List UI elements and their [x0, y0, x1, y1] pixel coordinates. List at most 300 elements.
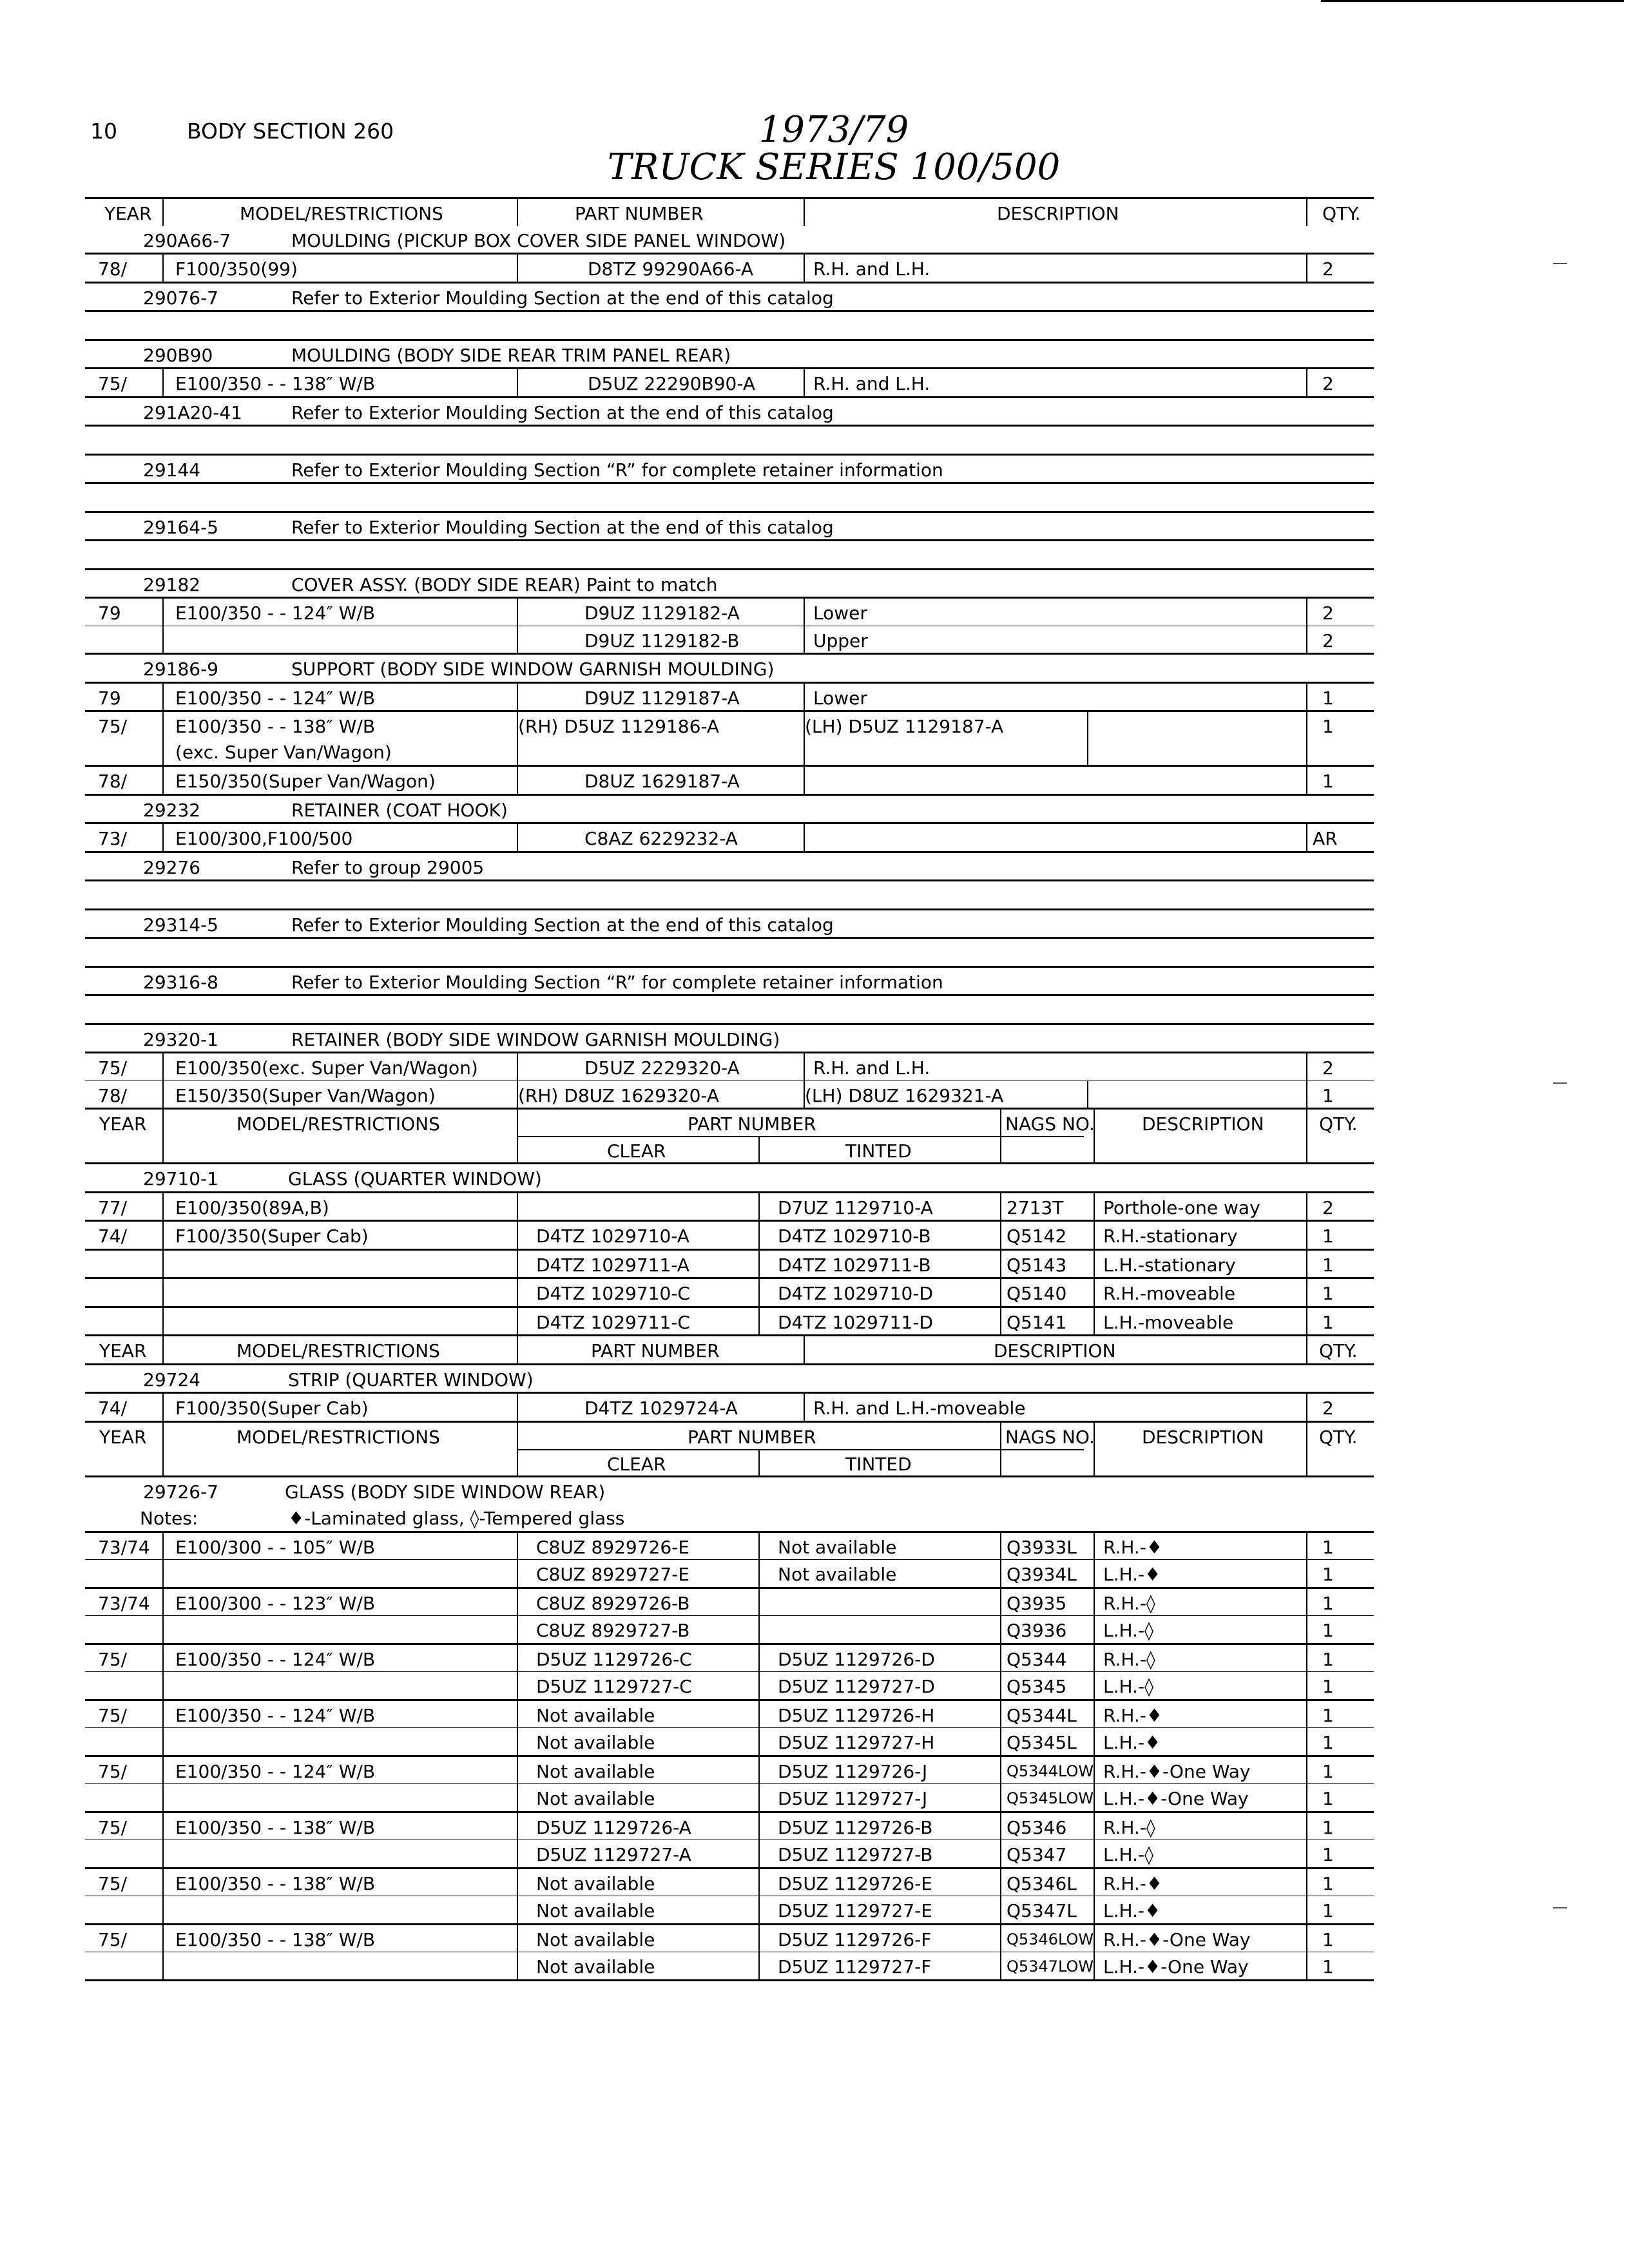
- group-code: 290B90: [143, 344, 213, 366]
- glass-body-side-rows: [85, 1531, 1374, 1979]
- year-cell: 75/: [98, 1648, 128, 1670]
- nags-cell: Q5347L: [1007, 1900, 1077, 1921]
- part-cell: D5UZ 2229320-A: [584, 1057, 740, 1079]
- nags-cell: Q5140: [1007, 1283, 1067, 1304]
- group-code: 29724: [143, 1369, 201, 1390]
- clear-part-cell: D5UZ 1129727-C: [536, 1676, 692, 1697]
- qty-cell: 1: [1322, 1816, 1334, 1838]
- table-row: [85, 1587, 1374, 1616]
- year-cell: 75/: [98, 1816, 128, 1838]
- part-cell: C8AZ 6229232-A: [584, 828, 738, 849]
- group-code: 290A66-7: [143, 229, 231, 251]
- desc-cell: R.H.-♦: [1103, 1536, 1163, 1558]
- table-row: [85, 1840, 1374, 1867]
- clear-part-cell: Not available: [536, 1900, 655, 1921]
- column-header-row: [85, 1334, 1374, 1363]
- clear-part-cell: C8UZ 8929727-B: [536, 1620, 690, 1641]
- group-header: [85, 511, 1374, 540]
- desc-cell: R.H. and L.H.: [813, 258, 930, 280]
- nags-cell: Q5143: [1007, 1254, 1067, 1276]
- group-header: [85, 454, 1374, 483]
- part-cell: D5UZ 22290B90-A: [588, 373, 756, 394]
- group-code: 29144: [143, 459, 201, 481]
- group-header: [85, 851, 1374, 880]
- table-bottom-rule: [85, 1979, 1374, 1981]
- table-row: [85, 1896, 1374, 1923]
- group-header: [85, 339, 1374, 368]
- col-desc: DESCRIPTION: [997, 203, 1119, 224]
- group-title: Refer to Exterior Moulding Section “R” for complete retainer information: [291, 971, 943, 993]
- qty-cell: 1: [1322, 1620, 1334, 1641]
- table-row: [85, 710, 1374, 765]
- group-code: 29182: [143, 573, 201, 595]
- table-row: [85, 1220, 1374, 1249]
- group-header: [85, 653, 1374, 682]
- col-year: YEAR: [99, 1426, 147, 1448]
- spacer-row: [85, 310, 1374, 339]
- spacer-row: [85, 879, 1374, 908]
- col-model: MODEL/RESTRICTIONS: [236, 1340, 440, 1361]
- col-tinted: TINTED: [845, 1140, 912, 1162]
- notes-text: ♦-Laminated glass, ◊-Tempered glass: [288, 1508, 625, 1529]
- clear-part-cell: D4TZ 1029711-A: [536, 1254, 689, 1276]
- model-cell: E100/350 - - 138″ W/B: [175, 1928, 376, 1950]
- table-row: [85, 765, 1374, 794]
- nags-cell: Q3933L: [1007, 1536, 1077, 1558]
- year-cell: 79: [98, 602, 121, 624]
- nags-cell: Q5344: [1007, 1648, 1067, 1670]
- qty-cell: 2: [1322, 1057, 1334, 1079]
- group-title: Refer to Exterior Moulding Section at the end of this catalog: [291, 914, 834, 936]
- group-code: 29232: [143, 799, 201, 821]
- group-title: Refer to Exterior Moulding Section “R” for complete retainer information: [291, 459, 943, 481]
- group-code: 29314-5: [143, 914, 218, 936]
- tinted-part-cell: D5UZ 1129726-H: [778, 1704, 935, 1726]
- model-restriction-cell: (exc. Super Van/Wagon): [175, 742, 392, 763]
- table-row: [85, 1699, 1374, 1728]
- col-year: YEAR: [99, 1113, 147, 1135]
- desc-cell: R.H.-moveable: [1103, 1283, 1236, 1304]
- group-header: [85, 226, 1374, 253]
- desc-cell: R.H. and L.H.-moveable: [813, 1398, 1026, 1419]
- clear-part-cell: Not available: [536, 1760, 655, 1782]
- column-header-row: [85, 197, 1374, 226]
- table-row: [85, 822, 1374, 851]
- qty-cell: 1: [1322, 1760, 1334, 1782]
- model-cell: E100/350 - - 138″ W/B: [175, 1816, 376, 1838]
- desc-cell: R.H.-◊: [1103, 1816, 1155, 1838]
- qty-cell: 1: [1322, 1928, 1334, 1950]
- desc-cell: R.H.-stationary: [1103, 1225, 1238, 1247]
- group-title: COVER ASSY. (BODY SIDE REAR) Paint to match: [291, 573, 718, 595]
- desc-cell: L.H.-◊: [1103, 1844, 1153, 1865]
- group-header: [85, 794, 1374, 823]
- clear-part-cell: Not available: [536, 1788, 655, 1809]
- desc-cell: (LH) D8UZ 1629321-A: [805, 1084, 1004, 1106]
- clear-part-cell: D4TZ 1029711-C: [536, 1311, 690, 1333]
- title-series: TRUCK SERIES 100/500: [607, 146, 1061, 188]
- desc-cell: L.H.-♦-One Way: [1103, 1788, 1249, 1809]
- nags-cell: Q5345L: [1007, 1732, 1077, 1753]
- tinted-part-cell: D5UZ 1129726-F: [778, 1928, 932, 1950]
- col-desc: DESCRIPTION: [1142, 1113, 1264, 1135]
- table-row: [85, 1249, 1374, 1278]
- nags-cell: 2713T: [1007, 1196, 1064, 1218]
- model-cell: E100/350 - - 124″ W/B: [175, 1760, 376, 1782]
- year-cell: 75/: [98, 1057, 128, 1079]
- model-cell: F100/350(99): [175, 258, 298, 280]
- desc-cell: R.H.-♦-One Way: [1103, 1760, 1251, 1782]
- desc-cell: R.H.-♦: [1103, 1704, 1163, 1726]
- clear-part-cell: Not available: [536, 1956, 655, 1977]
- group-code: 29186-9: [143, 658, 218, 680]
- table-row: [85, 1867, 1374, 1896]
- group-code: 29164-5: [143, 516, 218, 538]
- col-tinted: TINTED: [845, 1453, 912, 1475]
- tinted-part-cell: D5UZ 1129726-B: [778, 1816, 933, 1838]
- year-cell: 75/: [98, 716, 128, 737]
- page-number: 10: [90, 119, 117, 144]
- group-title: Refer to Exterior Moulding Section at the end of this catalog: [291, 516, 834, 538]
- table-row: [85, 1306, 1374, 1335]
- col-clear: CLEAR: [607, 1453, 666, 1475]
- group-title: MOULDING (PICKUP BOX COVER SIDE PANEL WINDOW): [291, 229, 786, 251]
- col-nags: NAGS NO.: [1005, 1113, 1095, 1135]
- tinted-part-cell: Not available: [778, 1564, 897, 1585]
- col-part: PART NUMBER: [688, 1113, 816, 1135]
- notes-label: Notes:: [140, 1508, 198, 1529]
- nags-cell: Q5346: [1007, 1816, 1067, 1838]
- nags-cell: Q5345: [1007, 1676, 1067, 1697]
- spacer-row: [85, 425, 1374, 454]
- table-row: [85, 1559, 1374, 1587]
- col-qty: QTY.: [1319, 1426, 1358, 1448]
- qty-cell: AR: [1313, 828, 1338, 849]
- nags-cell: Q3934L: [1007, 1564, 1077, 1585]
- qty-cell: 1: [1322, 1084, 1334, 1106]
- table-row: [85, 626, 1374, 653]
- margin-mark: [1553, 1907, 1567, 1908]
- col-desc: DESCRIPTION: [1142, 1426, 1264, 1448]
- part-cell: D9UZ 1129187-A: [584, 687, 740, 709]
- qty-cell: 1: [1322, 771, 1334, 792]
- desc-cell: L.H.-moveable: [1103, 1311, 1234, 1333]
- desc-cell: Lower: [813, 687, 867, 709]
- group-header: [85, 396, 1374, 425]
- nags-cell: Q5347LOW: [1007, 1957, 1094, 1975]
- table-row: [85, 1811, 1374, 1840]
- desc-cell: (LH) D5UZ 1129187-A: [805, 716, 1004, 737]
- model-cell: E100/350 - - 138″ W/B: [175, 716, 376, 737]
- clear-part-cell: D5UZ 1129727-A: [536, 1844, 691, 1865]
- qty-cell: 2: [1322, 258, 1334, 280]
- clear-part-cell: Not available: [536, 1704, 655, 1726]
- qty-cell: 1: [1322, 687, 1334, 709]
- clear-part-cell: C8UZ 8929727-E: [536, 1564, 689, 1585]
- margin-mark: [1553, 263, 1567, 264]
- qty-cell: 1: [1322, 1732, 1334, 1753]
- spacer-row: [85, 482, 1374, 511]
- col-model: MODEL/RESTRICTIONS: [236, 1426, 440, 1448]
- part-cell: D9UZ 1129182-A: [584, 602, 740, 624]
- clear-part-cell: D5UZ 1129726-C: [536, 1648, 692, 1670]
- desc-cell: Lower: [813, 602, 867, 624]
- year-cell: 75/: [98, 1760, 128, 1782]
- year-cell: 75/: [98, 1928, 128, 1950]
- qty-cell: 1: [1322, 1704, 1334, 1726]
- qty-cell: 1: [1322, 1676, 1334, 1697]
- model-cell: F100/350(Super Cab): [175, 1225, 369, 1247]
- table-row: [85, 1923, 1374, 1952]
- group-code: 29320-1: [143, 1028, 218, 1050]
- qty-cell: 1: [1322, 1872, 1334, 1894]
- tinted-part-cell: D5UZ 1129727-H: [778, 1732, 935, 1753]
- nags-cell: Q5347: [1007, 1844, 1067, 1865]
- table-row: [85, 1531, 1374, 1560]
- year-cell: 75/: [98, 1704, 128, 1726]
- year-cell: 77/: [98, 1196, 128, 1218]
- part-cell: D8UZ 1629187-A: [584, 771, 740, 792]
- glass-column-header: [85, 1421, 1374, 1475]
- group-code: 29726-7: [143, 1481, 218, 1503]
- nags-cell: Q5142: [1007, 1225, 1067, 1247]
- group-title: STRIP (QUARTER WINDOW): [288, 1369, 534, 1390]
- model-cell: E100/350 - - 138″ W/B: [175, 373, 376, 394]
- group-header: [85, 908, 1374, 937]
- qty-cell: 1: [1322, 1225, 1334, 1247]
- part-cell: (RH) D8UZ 1629320-A: [518, 1084, 720, 1106]
- spacer-row: [85, 994, 1374, 1023]
- tinted-part-cell: D4TZ 1029710-D: [778, 1283, 933, 1304]
- tinted-part-cell: D5UZ 1129726-E: [778, 1872, 932, 1894]
- qty-cell: 1: [1322, 1311, 1334, 1333]
- nags-cell: Q5346L: [1007, 1872, 1077, 1894]
- nags-cell: Q5344L: [1007, 1704, 1077, 1726]
- qty-cell: 1: [1322, 1648, 1334, 1670]
- year-cell: 73/74: [98, 1536, 150, 1558]
- group-code: 29710-1: [143, 1168, 218, 1189]
- group-header: [85, 1363, 1374, 1392]
- group-code: 29076-7: [143, 287, 218, 309]
- group-header: [85, 1023, 1374, 1052]
- table-row: [85, 597, 1374, 626]
- model-cell: E100/350 - - 124″ W/B: [175, 602, 376, 624]
- tinted-part-cell: D5UZ 1129727-F: [778, 1956, 932, 1977]
- qty-cell: 2: [1322, 602, 1334, 624]
- qty-cell: 1: [1322, 1564, 1334, 1585]
- table-row: [85, 1727, 1374, 1755]
- year-cell: 74/: [98, 1398, 128, 1419]
- parts-table: [85, 197, 1374, 1981]
- col-model: MODEL/RESTRICTIONS: [240, 203, 443, 224]
- model-cell: E100/350 - - 124″ W/B: [175, 1704, 376, 1726]
- tinted-part-cell: D5UZ 1129727-B: [778, 1844, 933, 1865]
- model-cell: E100/350 - - 138″ W/B: [175, 1872, 376, 1894]
- nags-cell: Q5141: [1007, 1311, 1067, 1333]
- desc-cell: R.H. and L.H.: [813, 1057, 930, 1079]
- tinted-part-cell: Not available: [778, 1536, 897, 1558]
- nags-cell: Q5344LOW: [1007, 1762, 1094, 1780]
- qty-cell: 1: [1322, 1536, 1334, 1558]
- desc-cell: R.H.-◊: [1103, 1648, 1155, 1670]
- group-header: [85, 1475, 1374, 1504]
- desc-cell: L.H.-♦-One Way: [1103, 1956, 1249, 1977]
- part-cell: (RH) D5UZ 1129186-A: [518, 716, 720, 737]
- col-qty: QTY.: [1319, 1113, 1358, 1135]
- group-title: Refer to Exterior Moulding Section at the end of this catalog: [291, 287, 834, 309]
- table-row: [85, 1671, 1374, 1699]
- clear-part-cell: Not available: [536, 1928, 655, 1950]
- top-corner-rule: [1321, 0, 1624, 2]
- margin-mark: [1553, 1082, 1567, 1084]
- table-row: [85, 682, 1374, 711]
- desc-cell: R.H.-♦-One Way: [1103, 1928, 1251, 1950]
- section-name: BODY SECTION 260: [187, 119, 394, 144]
- tinted-part-cell: D5UZ 1129727-E: [778, 1900, 932, 1921]
- nags-cell: Q5346LOW: [1007, 1930, 1094, 1948]
- group-title: Refer to group 29005: [291, 856, 485, 878]
- qty-cell: 1: [1322, 1900, 1334, 1921]
- year-cell: 74/: [98, 1225, 128, 1247]
- notes-row: [85, 1504, 1374, 1531]
- model-cell: F100/350(Super Cab): [175, 1398, 369, 1419]
- group-title: MOULDING (BODY SIDE REAR TRIM PANEL REAR): [291, 344, 731, 366]
- qty-cell: 1: [1322, 1844, 1334, 1865]
- table-row: [85, 1392, 1374, 1421]
- qty-cell: 1: [1322, 1788, 1334, 1809]
- desc-cell: Porthole-one way: [1103, 1196, 1260, 1218]
- group-code: 291A20-41: [143, 401, 242, 423]
- model-cell: E100/350 - - 124″ W/B: [175, 687, 376, 709]
- tinted-part-cell: D5UZ 1129727-J: [778, 1788, 928, 1809]
- tinted-part-cell: D5UZ 1129726-J: [778, 1760, 928, 1782]
- group-title: RETAINER (BODY SIDE WINDOW GARNISH MOULDING): [291, 1028, 780, 1050]
- group-title: GLASS (QUARTER WINDOW): [288, 1168, 542, 1189]
- tinted-part-cell: D4TZ 1029711-D: [778, 1311, 933, 1333]
- clear-part-cell: Not available: [536, 1732, 655, 1753]
- group-header: [85, 282, 1374, 311]
- glass-quarter-window-rows: [85, 1191, 1374, 1335]
- model-cell: E100/300 - - 105″ W/B: [175, 1536, 376, 1558]
- clear-part-cell: D5UZ 1129726-A: [536, 1816, 691, 1838]
- spacer-row: [85, 539, 1374, 568]
- table-row: [85, 1277, 1374, 1306]
- tinted-part-cell: D5UZ 1129727-D: [778, 1676, 935, 1697]
- desc-cell: R.H.-◊: [1103, 1592, 1155, 1614]
- table-row: [85, 1081, 1374, 1108]
- col-desc: DESCRIPTION: [994, 1340, 1116, 1361]
- desc-cell: R.H.-♦: [1103, 1872, 1163, 1894]
- qty-cell: 2: [1322, 1196, 1334, 1218]
- qty-cell: 1: [1322, 1283, 1334, 1304]
- clear-part-cell: D4TZ 1029710-A: [536, 1225, 689, 1247]
- table-row: [85, 1615, 1374, 1643]
- year-cell: 78/: [98, 1084, 128, 1106]
- group-header: [85, 1162, 1374, 1191]
- col-clear: CLEAR: [607, 1140, 666, 1162]
- col-year: YEAR: [104, 203, 152, 224]
- model-cell: E100/350(exc. Super Van/Wagon): [175, 1057, 478, 1079]
- table-row: [85, 1952, 1374, 1979]
- qty-cell: 1: [1322, 1592, 1334, 1614]
- glass-column-header: [85, 1108, 1374, 1162]
- clear-part-cell: C8UZ 8929726-E: [536, 1536, 689, 1558]
- table-row: [85, 253, 1374, 282]
- model-cell: E150/350(Super Van/Wagon): [175, 771, 436, 792]
- table-row: [85, 1643, 1374, 1672]
- clear-part-cell: D4TZ 1029710-C: [536, 1283, 690, 1304]
- desc-cell: L.H.-◊: [1103, 1676, 1153, 1697]
- table-row: [85, 367, 1374, 396]
- tinted-part-cell: D4TZ 1029710-B: [778, 1225, 931, 1247]
- clear-part-cell: Not available: [536, 1872, 655, 1894]
- desc-cell: L.H.-♦: [1103, 1564, 1161, 1585]
- year-cell: 78/: [98, 258, 128, 280]
- col-nags: NAGS NO.: [1005, 1426, 1095, 1448]
- tinted-part-cell: D4TZ 1029711-B: [778, 1254, 931, 1276]
- group-title: Refer to Exterior Moulding Section at the end of this catalog: [291, 401, 834, 423]
- year-cell: 73/74: [98, 1592, 150, 1614]
- spacer-row: [85, 937, 1374, 966]
- year-cell: 75/: [98, 373, 128, 394]
- year-cell: 79: [98, 687, 121, 709]
- group-header: [85, 966, 1374, 995]
- col-qty: QTY.: [1322, 203, 1361, 224]
- qty-cell: 2: [1322, 373, 1334, 394]
- year-cell: 75/: [98, 1872, 128, 1894]
- part-cell: D8TZ 99290A66-A: [588, 258, 754, 280]
- qty-cell: 1: [1322, 1254, 1334, 1276]
- qty-cell: 2: [1322, 1398, 1334, 1419]
- model-cell: E100/300 - - 123″ W/B: [175, 1592, 376, 1614]
- tinted-part-cell: D7UZ 1129710-A: [778, 1196, 933, 1218]
- group-title: SUPPORT (BODY SIDE WINDOW GARNISH MOULDING): [291, 658, 775, 680]
- clear-part-cell: C8UZ 8929726-B: [536, 1592, 690, 1614]
- group-title: GLASS (BODY SIDE WINDOW REAR): [285, 1481, 606, 1503]
- table-row: [85, 1755, 1374, 1784]
- model-cell: E100/300,F100/500: [175, 828, 353, 849]
- part-cell: D4TZ 1029724-A: [584, 1398, 738, 1419]
- desc-cell: R.H. and L.H.: [813, 373, 930, 394]
- group-code: 29276: [143, 856, 201, 878]
- model-cell: E100/350 - - 124″ W/B: [175, 1648, 376, 1670]
- desc-cell: L.H.-♦: [1103, 1732, 1161, 1753]
- part-cell: D9UZ 1129182-B: [584, 629, 740, 651]
- group-title: RETAINER (COAT HOOK): [291, 799, 508, 821]
- col-part: PART NUMBER: [688, 1426, 816, 1448]
- year-cell: 78/: [98, 771, 128, 792]
- tinted-part-cell: D5UZ 1129726-D: [778, 1648, 935, 1670]
- col-qty: QTY.: [1319, 1340, 1358, 1361]
- desc-cell: L.H.-♦: [1103, 1900, 1161, 1921]
- group-header: [85, 568, 1374, 597]
- desc-cell: L.H.-stationary: [1103, 1254, 1236, 1276]
- table-row: [85, 1191, 1374, 1220]
- table-row: [85, 1052, 1374, 1081]
- qty-cell: 1: [1322, 716, 1334, 737]
- nags-cell: Q3936: [1007, 1620, 1067, 1641]
- qty-cell: 1: [1322, 1956, 1334, 1977]
- year-cell: 73/: [98, 828, 128, 849]
- col-year: YEAR: [99, 1340, 147, 1361]
- qty-cell: 2: [1322, 629, 1334, 651]
- col-model: MODEL/RESTRICTIONS: [236, 1113, 440, 1135]
- col-part: PART NUMBER: [591, 1340, 720, 1361]
- model-cell: E150/350(Super Van/Wagon): [175, 1084, 436, 1106]
- title-years: 1973/79: [758, 109, 909, 151]
- desc-cell: Upper: [813, 629, 868, 651]
- table-row: [85, 1783, 1374, 1811]
